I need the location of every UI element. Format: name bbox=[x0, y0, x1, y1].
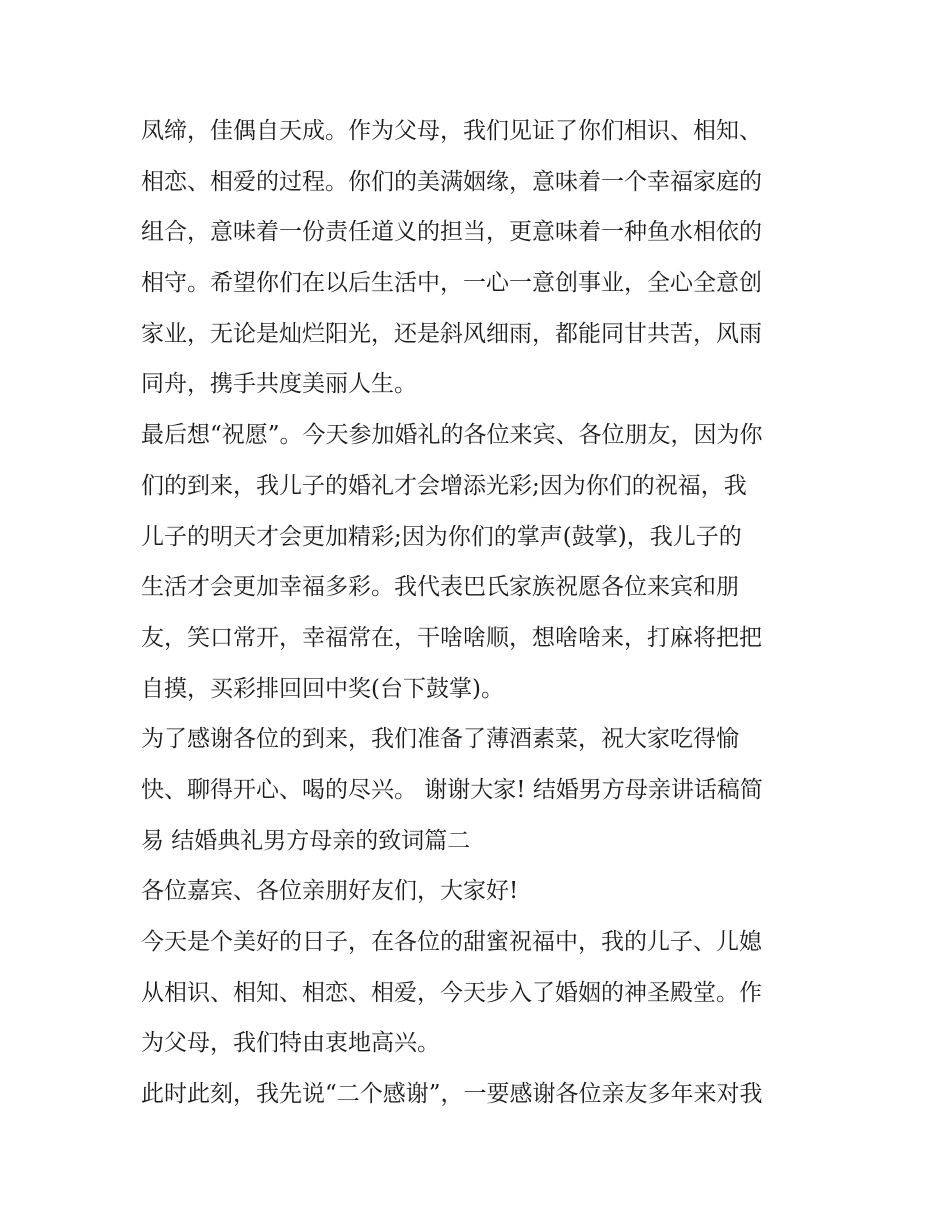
text-line: 自摸，买彩排回回中奖(台下鼓掌)。 bbox=[141, 675, 504, 702]
text-line: 相守。希望你们在以后生活中，一心一意创事业，全心全意创 bbox=[141, 270, 762, 297]
text-line: 各位嘉宾、各位亲朋好友们，大家好! bbox=[141, 878, 519, 905]
text-line: 快、聊得开心、喝的尽兴。 谢谢大家! 结婚男方母亲讲话稿简 bbox=[141, 776, 763, 803]
text-line: 今天是个美好的日子，在各位的甜蜜祝福中，我的儿子、儿媳 bbox=[141, 929, 762, 955]
text-line: 们的到来，我儿子的婚礼才会增添光彩;因为你们的祝福，我 bbox=[141, 472, 747, 499]
text-line: 友，笑口常开，幸福常在，干啥啥顺，想啥啥来，打麻将把把 bbox=[141, 624, 762, 651]
document-body bbox=[141, 106, 821, 1120]
text-line: 相恋、相爱的过程。你们的美满姻缘，意味着一个幸福家庭的 bbox=[141, 168, 762, 195]
text-line: 此时此刻，我先说“二个感谢”，一要感谢各位亲友多年来对我 bbox=[141, 1081, 763, 1108]
text-line: 易 结婚典礼男方母亲的致词篇二 bbox=[141, 827, 471, 854]
text-line: 最后想“祝愿”。今天参加婚礼的各位来宾、各位朋友，因为你 bbox=[141, 422, 763, 449]
text-line: 生活才会更加幸福多彩。我代表巴氏家族祝愿各位来宾和朋 bbox=[141, 574, 739, 601]
text-line: 儿子的明天才会更加精彩;因为你们的掌声(鼓掌)，我儿子的 bbox=[141, 523, 742, 550]
text-line: 从相识、相知、相恋、相爱，今天步入了婚姻的神圣殿堂。作 bbox=[141, 979, 762, 1006]
text-line: 为父母，我们特由衷地高兴。 bbox=[141, 1030, 440, 1057]
text-line: 组合，意味着一份责任道义的担当，更意味着一种鱼水相依的 bbox=[141, 219, 762, 246]
text-line: 同舟，携手共度美丽人生。 bbox=[141, 371, 417, 398]
text-line: 家业，无论是灿烂阳光，还是斜风细雨，都能同甘共苦，风雨 bbox=[141, 320, 762, 347]
text-line: 为了感谢各位的到来，我们准备了薄酒素菜，祝大家吃得愉 bbox=[141, 726, 739, 753]
text-line: 凤缔，佳偶自天成。作为父母，我们见证了你们相识、相知、 bbox=[141, 118, 762, 144]
